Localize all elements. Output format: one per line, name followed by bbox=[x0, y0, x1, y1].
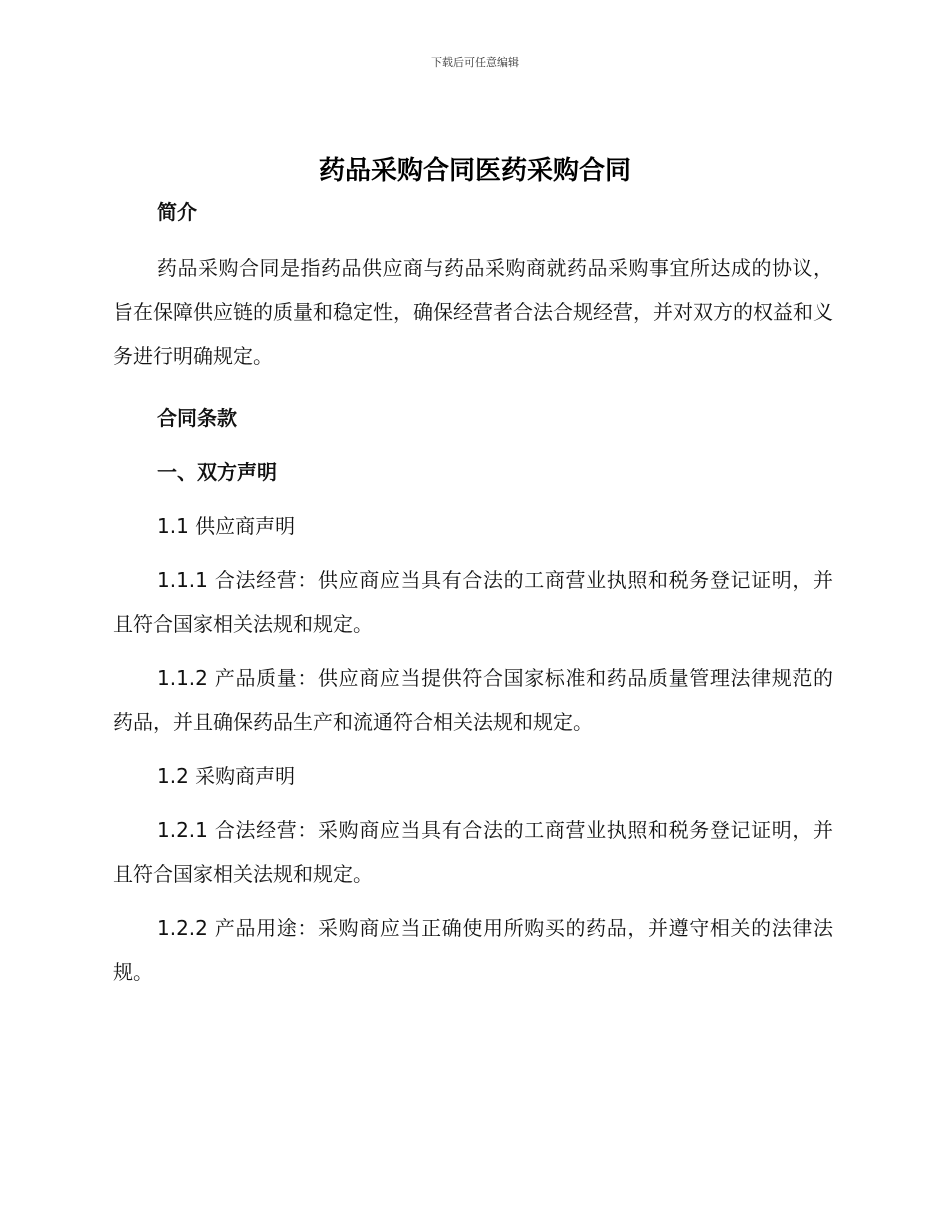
intro-paragraph: 药品采购合同是指药品供应商与药品采购商就药品采购事宜所达成的协议，旨在保障供应链的质量和稳定性，确保经营者合法合规经营，并对双方的权益和义务进行明确规定。 bbox=[113, 256, 833, 368]
document-title: 药品采购合同医药采购合同 bbox=[318, 156, 631, 186]
section-1-2-2-paragraph: 1.2.2 产品用途：采购商应当正确使用所购买的药品，并遵守相关的法律法规。 bbox=[113, 916, 833, 984]
intro-heading: 简介 bbox=[157, 200, 197, 224]
section-1-1-2-paragraph: 1.1.2 产品质量：供应商应当提供符合国家标准和药品质量管理法律规范的药品，并且确保药品生产和流通符合相关法规和规定。 bbox=[113, 666, 833, 734]
section-1-1-label: 1.1 供应商声明 bbox=[157, 514, 296, 538]
terms-heading: 合同条款 bbox=[157, 406, 237, 430]
section-1-2-label: 1.2 采购商声明 bbox=[157, 764, 296, 788]
document-body bbox=[113, 196, 833, 994]
header-note: 下载后可任意编辑 bbox=[431, 56, 519, 69]
section-1-1-1-paragraph: 1.1.1 合法经营：供应商应当具有合法的工商营业执照和税务登记证明，并且符合国家相关法规和规定。 bbox=[113, 568, 833, 636]
section-1-heading: 一、双方声明 bbox=[157, 460, 277, 484]
section-1-2-1-paragraph: 1.2.1 合法经营：采购商应当具有合法的工商营业执照和税务登记证明，并且符合国家相关法规和规定。 bbox=[113, 818, 833, 886]
